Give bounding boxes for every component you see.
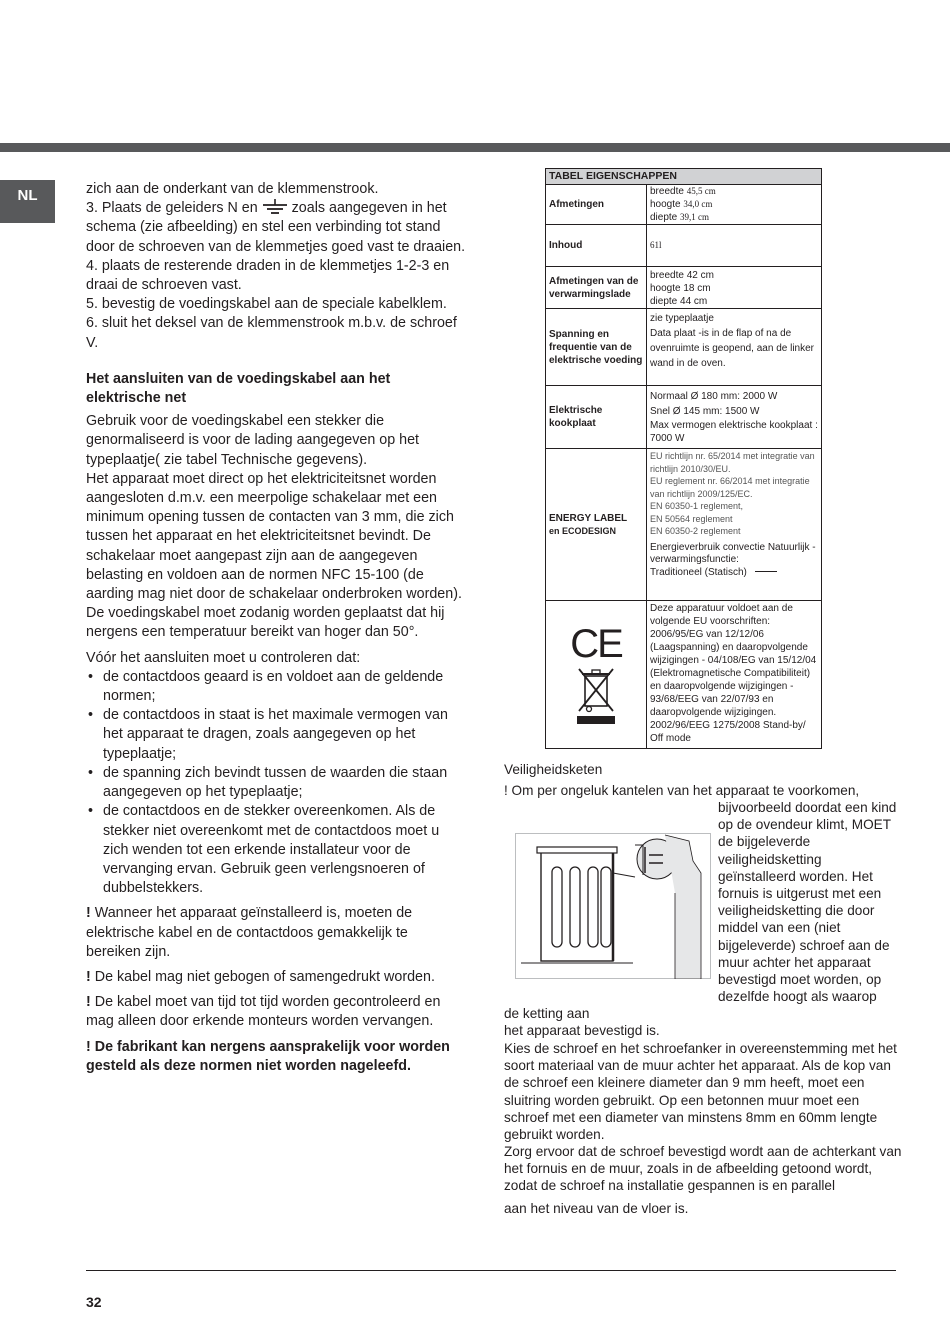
paragraph: 4. plaats de resterende draden in de klemmetjes 1-2-3 en draai de schroeven vast. [86, 257, 450, 294]
row-value [647, 449, 821, 600]
row-label: Elektrische kookplaat [546, 386, 647, 448]
text-span: Wanneer het apparaat geïnstalleerd is, moeten de elektrische kabel en de contactdoos gemakkelijk te bereiken zijn. [86, 905, 413, 960]
row-value [647, 267, 821, 308]
list-item: • de spanning zich bevindt tussen de waarden die staan aangegeven op het typeplaatje; [86, 764, 466, 802]
text-span: 34,0 cm [683, 199, 713, 209]
value-dash [755, 571, 777, 572]
safety-heading: Veiligheidsketen [504, 762, 603, 777]
text-line: EN 60350-2 reglement [650, 526, 741, 536]
paragraph: Zorg ervoor dat de schroef bevestigd wordt aan de achterkant van het fornuis en de muur, zoals in de afbeelding getoond wordt, zodat de schroef na installatie gespannen is en parallel [504, 1144, 902, 1194]
properties-table [545, 168, 822, 749]
wrapped-paragraph: bijvoorbeeld doordat een kind op de ovendeur klimt, MOET de bijgeleverde veiligheidsketting geïnstalleerd worden. Het fornuis is uitgerust met een veiligheidsketting die door middel van een (niet bijgeleverde) schroef aan de muur achter het apparaat bevestigd moet worden, op dezelfde hoogt als waarop [718, 800, 897, 1005]
table-row [546, 185, 821, 225]
warning-note [86, 993, 466, 1031]
earth-ground-icon [262, 199, 288, 215]
language-tab: NL [0, 180, 55, 223]
row-value [647, 185, 821, 224]
text-line: het apparaat bevestigd is. [504, 1023, 660, 1038]
weee-bin-icon [576, 666, 616, 728]
list-item: • de contactdoos geaard is en voldoet aan de geldende normen; [86, 668, 466, 706]
paragraph: Vóór het aansluiten moet u controleren dat: [86, 649, 361, 666]
table-row [546, 267, 821, 309]
text-span: 39,1 cm [680, 212, 710, 222]
row-label: Spanning en frequentie van de elektrische voeding [546, 309, 647, 385]
text-line: zie typeplaatje [650, 313, 714, 324]
text-line [650, 567, 818, 580]
text-line: Data plaat -is in de flap of na de ovenruimte is geopend, aan de linker wand in de oven. [650, 328, 814, 369]
text-span: De kabel moet van tijd tot tijd worden gecontroleerd en mag alleen door erkende monteurs worden vervangen. [86, 994, 441, 1030]
paragraph: 6. sluit het deksel van de klemmenstrook m.b.v. de schroef V. [86, 315, 457, 351]
table-row [546, 225, 821, 267]
text-line: EN 60350-1 reglement, [650, 501, 744, 511]
page-number: 32 [86, 1294, 102, 1310]
text-line: diepte 44 cm [650, 296, 708, 307]
left-column [86, 180, 466, 1076]
row-label: Afmetingen [546, 185, 647, 224]
text-span: zoals aangegeven in het schema (zie afbeelding) en stel een verbinding tot stand door de schroeven van de klemmetjes goed vast te draaien. [86, 200, 466, 255]
ce-mark-icon: CE [570, 621, 622, 666]
warning-note [86, 968, 466, 987]
row-value [647, 386, 821, 448]
text-span: De fabrikant kan nergens aansprakelijk voor worden gesteld als deze normen niet worden nageleefd. [86, 1038, 450, 1074]
row-label [546, 449, 647, 600]
text-line: ENERGY LABEL [549, 512, 628, 524]
paragraph: Het apparaat moet direct op het elektriciteitsnet worden aangesloten d.m.v. een meerpolige schakelaar met een minimum opening tussen de contacten van 3 mm, die zich tussen het apparaat en het elektriciteitsnet bevindt. De schakelaar moet aangepast zijn aan de aangegeven belasting en voldoen aan de normen NFC 15-100 (de aarding mag niet door de schakelaar onderbroken worden). De voedingskabel moet zodanig worden geplaatst dat hij nergens een temperatuur bereikt van hoger dan 50°. [86, 470, 462, 641]
text-span: 3. Plaats de geleiders N en [86, 200, 258, 217]
text-line: breedte 42 cm [650, 270, 714, 281]
paragraph [86, 199, 466, 257]
paragraph: zich aan de onderkant van de klemmenstrook. [86, 181, 379, 197]
table-row [546, 386, 821, 449]
table-title: TABEL EIGENSCHAPPEN [546, 169, 821, 185]
row-value [647, 225, 821, 266]
oven-chain-illustration [515, 833, 711, 979]
text-line: EU richtlijn nr. 65/2014 met integratie van richtlijn 2010/30/EU. [650, 451, 815, 474]
table-row [546, 309, 821, 386]
text-span: 61l [650, 240, 662, 250]
table-row [546, 601, 821, 748]
text-line: de ketting aan [504, 1006, 590, 1021]
text-span: hoogte [650, 199, 681, 210]
row-value: Deze apparatuur voldoet aan de volgende EU voorschriften: 2006/95/EG van 12/12/06 (Laagspanning) en daaropvolgende wijzigingen - 04/108/EG van 15/12/04 (Elektromagnetische Compatibiliteit) en daaropvolgende wijzigingen - 93/68/EEG van 22/07/93 en daaropvolgende wijzigingen. 2002/96/EEG 1275/2008 Stand-by/ Off mode [650, 603, 817, 744]
exclamation-mark: ! [86, 905, 91, 922]
text-line: aan het niveau van de vloer is. [504, 1201, 689, 1216]
paragraph: Kies de schroef en het schroefanker in overeenstemming met het soort materiaal van de muur achter het apparaat. Als de kop van de schroef een kleinere diameter dan 9 mm heeft, moet een sluitring worden gebruikt. Op een betonnen muur moet een schroef met een diameter van minstens 8mm en 60mm lengte gebruikt worden. [504, 1041, 897, 1143]
warning-note [86, 904, 466, 962]
row-label: Inhoud [546, 225, 647, 266]
text-line: EN 50564 reglement [650, 513, 733, 524]
footer-rule [86, 1270, 896, 1271]
exclamation-mark: ! [86, 968, 91, 985]
table-row [546, 449, 821, 601]
text-line: Normaal Ø 180 mm: 2000 W [650, 391, 778, 402]
text-span: Traditioneel (Statisch) [650, 566, 747, 578]
warning-note [86, 1038, 466, 1076]
text-line: EU reglement nr. 66/2014 met integratie van richtlijn 2009/125/EC. [650, 476, 810, 499]
text-span: diepte [650, 212, 678, 223]
list-item: • de contactdoos en de stekker overeenkomen. Als de stekker niet overeenkomt met de contactdoos moet u zich wenden tot een erkende installateur voor de vervanging ervan. Gebruik geen verlengsnoeren of dubbelstekkers. [86, 802, 466, 898]
text-line: hoogte 18 cm [650, 283, 711, 294]
text-line: Snel Ø 145 mm: 1500 W [650, 406, 760, 417]
row-label: Afmetingen van de verwarmingslade [546, 267, 647, 308]
header-bar [0, 143, 950, 152]
text-span: De kabel mag niet gebogen of samengedrukt worden. [94, 968, 435, 985]
exclamation-mark: ! [86, 1038, 91, 1055]
check-list [86, 668, 466, 898]
text-line: Max vermogen elektrische kookplaat : 7000 W [650, 420, 818, 444]
row-value [647, 309, 821, 385]
section-heading: Het aansluiten van de voedingskabel aan het elektrische net [86, 370, 391, 407]
text-span: breedte [650, 186, 684, 197]
row-label [546, 601, 647, 748]
text-span: 45,5 cm [686, 186, 716, 196]
text-line: ! Om per ongeluk kantelen van het apparaat te voorkomen, [504, 783, 860, 798]
text-line: Energieverbruik convectie Natuurlijk - verwarmingsfunctie: [650, 541, 816, 565]
paragraph: Gebruik voor de voedingskabel een stekker die genormaliseerd is voor de lading aangegeven op het typeplaatje( zie tabel Technische gegevens). [86, 413, 420, 468]
exclamation-mark: ! [86, 994, 91, 1011]
list-item: • de contactdoos in staat is het maximale vermogen van het apparaat te dragen, zoals aangegeven op het typeplaatje; [86, 706, 466, 764]
text-line: en ECODESIGN [549, 525, 617, 536]
paragraph: 5. bevestig de voedingskabel aan de speciale kabelklem. [86, 296, 447, 313]
